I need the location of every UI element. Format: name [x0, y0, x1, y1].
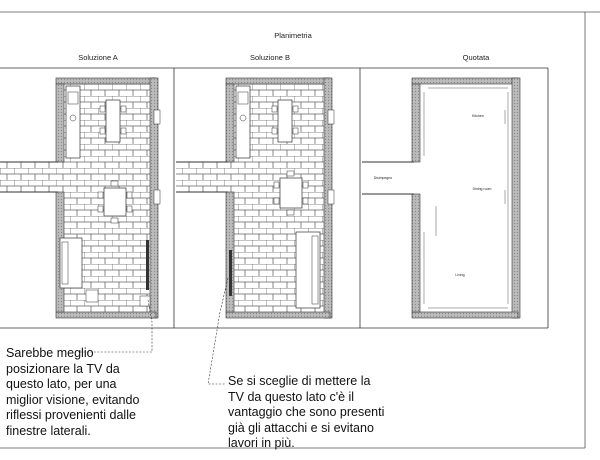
kitchen-island-b [278, 100, 292, 142]
tv-a [146, 240, 149, 290]
note-solution-b: Se si sceglie di mettere la TV da questo lato c'è il vantaggio che sono presenti già gli attacchi e si evitano lavori in più. [228, 374, 385, 450]
plan-solution-b [176, 78, 334, 318]
note-solution-a: Sarebbe meglio posizionare la TV da questo lato, per una miglior visione, evitando riflessi provenienti dalle finestre laterali. [6, 346, 140, 438]
room-label-kitchen: Kitchen [472, 114, 484, 118]
tv-b [229, 250, 232, 296]
sheet-title: Planimetria [274, 31, 312, 40]
sofa-a [60, 238, 82, 288]
plan-quotata [362, 78, 520, 318]
dining-table-a [104, 188, 126, 216]
leader-line-b [208, 278, 228, 384]
panel-label-a: Soluzione A [78, 53, 118, 62]
kitchen-island-a [106, 100, 120, 142]
corridor-tiles-a [0, 162, 66, 192]
room-label-disimpegno: Disimpegno [373, 176, 393, 180]
room-label-living: Living [455, 273, 465, 277]
panel-label-quotata: Quotata [462, 53, 490, 62]
dining-table-b [280, 178, 302, 208]
room-label-dining: Dining room [472, 187, 492, 191]
corridor-tiles-b [176, 162, 234, 192]
panel-label-b: Soluzione B [249, 53, 291, 62]
plan-solution-a [0, 78, 160, 318]
sofa-b [296, 232, 320, 308]
